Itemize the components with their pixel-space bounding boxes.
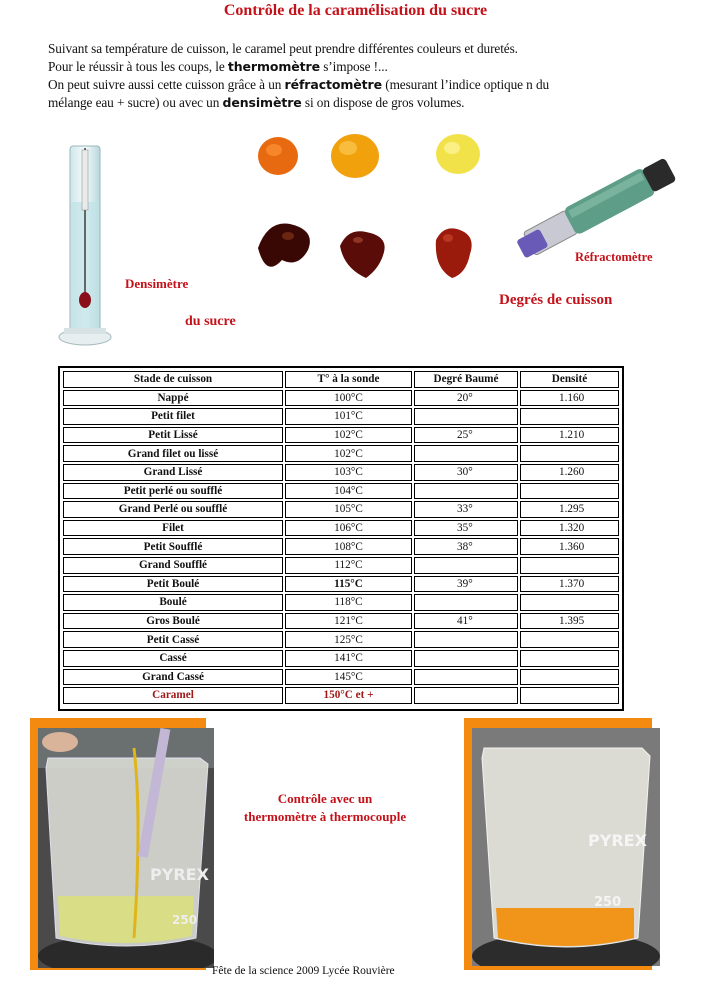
- table-row: Petit Boulé 115°C 39° 1.370: [63, 576, 619, 593]
- table-row: Boulé 118°C: [63, 594, 619, 611]
- thermocouple-caption: [210, 790, 440, 826]
- table-row: Nappé 100°C 20° 1.160: [63, 390, 619, 407]
- intro-line-3: On peut suivre aussi cette cuisson grâce à un réfractomètre (mesurant l’indice optique n du: [48, 77, 550, 92]
- intro-line-2: Pour le réussir à tous les coups, le thermomètre s’impose !...: [48, 59, 388, 74]
- thermocouple-caption-line1: Contrôle avec un: [277, 791, 373, 806]
- intro-line-1: Suivant sa température de cuisson, le caramel peut prendre différentes couleurs et duretés.: [48, 41, 518, 56]
- table-row: Grand Perlé ou soufflé 105°C 33° 1.295: [63, 501, 619, 518]
- col-header-stade: Stade de cuisson: [63, 371, 283, 388]
- pyrex-text-right: PYREX: [588, 831, 647, 850]
- densimetre-image: [52, 142, 114, 352]
- table-row: Petit Soufflé 108°C 38° 1.360: [63, 538, 619, 555]
- table-row: Grand filet ou lissé 102°C: [63, 445, 619, 462]
- table-row: Petit filet 101°C: [63, 408, 619, 425]
- refractometre-label: Réfractomètre: [575, 250, 653, 264]
- beaker-thermocouple-photo: [38, 728, 214, 968]
- pyrex-text-left: PYREX: [150, 865, 209, 884]
- col-header-densite: Densité: [520, 371, 619, 388]
- densimetre-term: densimètre: [222, 95, 302, 110]
- intro-paragraph: [48, 40, 668, 112]
- beaker-caramel-photo: [472, 728, 660, 966]
- page-title: Contrôle de la caramélisation du sucre: [223, 2, 488, 19]
- table-row: Petit Cassé 125°C: [63, 631, 619, 648]
- intro-line-4: mélange eau + sucre) ou avec un densimètre si on dispose de gros volumes.: [48, 95, 465, 110]
- table-row: Gros Boulé 121°C 41° 1.395: [63, 613, 619, 630]
- table-row: Grand Lissé 103°C 30° 1.260: [63, 464, 619, 481]
- col-header-baume: Degré Baumé: [414, 371, 518, 388]
- table-row: Grand Cassé 145°C: [63, 669, 619, 686]
- table-row: Petit Lissé 102°C 25° 1.210: [63, 427, 619, 444]
- table-row: Filet 106°C 35° 1.320: [63, 520, 619, 537]
- table-row-caramel: Caramel 150°C et +: [63, 687, 619, 704]
- table-row: Cassé 141°C: [63, 650, 619, 667]
- volume-text-left: 250: [172, 913, 198, 927]
- degres-cuisson-label: Degrés de cuisson: [499, 292, 613, 308]
- cooking-stages-table: [58, 366, 624, 711]
- thermocouple-caption-line2: thermomètre à thermocouple: [243, 809, 407, 824]
- du-sucre-label: du sucre: [185, 314, 236, 329]
- col-header-temperature: T° à la sonde: [285, 371, 412, 388]
- thermometre-term: thermomètre: [227, 59, 320, 74]
- table-header-row: [63, 371, 619, 388]
- caramel-samples-image: [248, 128, 490, 288]
- table-row: Grand Soufflé 112°C: [63, 557, 619, 574]
- table-row: Petit perlé ou soufflé 104°C: [63, 483, 619, 500]
- volume-text-right: 250: [594, 895, 622, 910]
- refractometre-term: réfractomètre: [284, 77, 383, 92]
- footer: Fête de la science 2009 Lycée Rouvière: [212, 965, 395, 977]
- densimetre-label: Densimètre: [125, 276, 189, 291]
